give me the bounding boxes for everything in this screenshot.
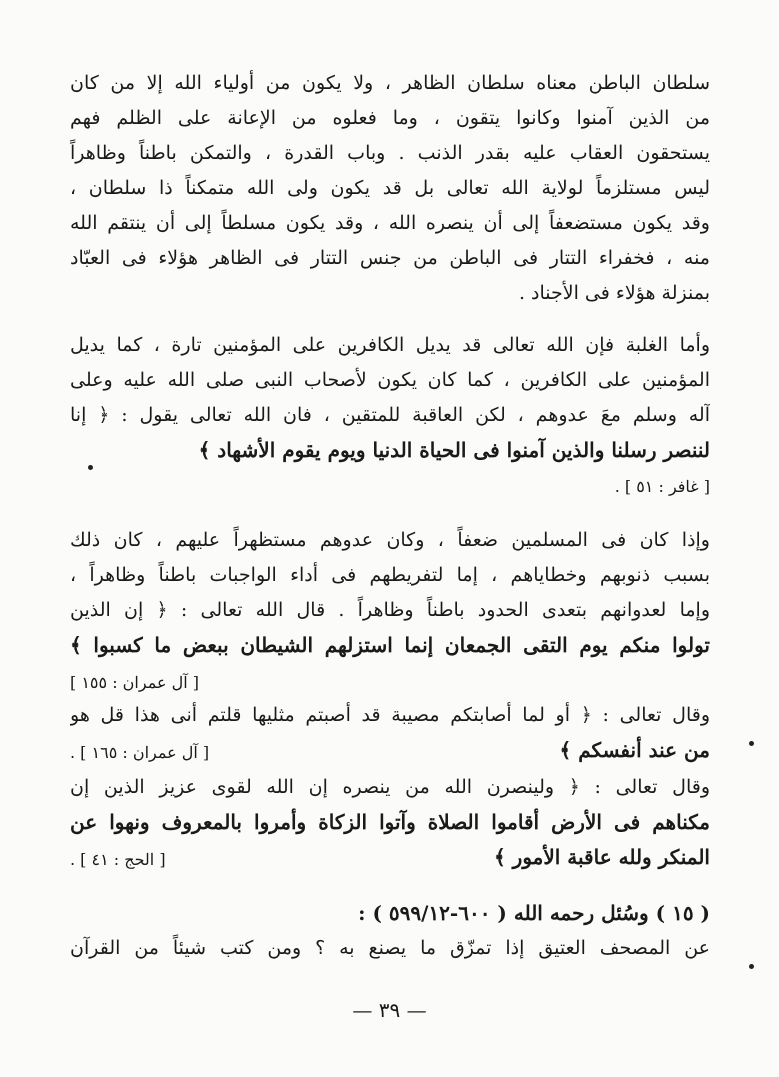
text-line: منه ، فخفراء التتار فى الباطن من جنس التتار فى الظاهر هؤلاء فى العبّاد bbox=[70, 247, 710, 269]
text-line: آله وسلم معَ عدوهم ، لكن العاقبة للمتقين ، فان الله تعالى يقول : ﴿ إنا bbox=[70, 404, 710, 426]
text-line: وأما الغلبة فإن الله تعالى قد يديل الكافرين على المؤمنين تارة ، كما يديل bbox=[70, 334, 710, 356]
text-line: بسبب ذنوبهم وخطاياهم ، إما لتفريطهم فى أداء الواجبات باطناً وظاهراً ، bbox=[70, 564, 710, 586]
text-line: المؤمنين على الكافرين ، كما كان يكون لأصحاب النبى صلى الله عليه وعلى bbox=[70, 369, 710, 391]
question-heading: ( ١٥ ) وسُئل رحمه الله ( ٦٠٠-٥٩٩/١٢ ) : bbox=[358, 901, 710, 925]
quran-verse-line: من عند أنفسكم ﴾ bbox=[559, 738, 710, 762]
verse-citation: [ غافر : ٥١ ] . bbox=[614, 477, 710, 496]
verse-citation: [ آل عمران : ١٦٥ ] . bbox=[70, 743, 210, 762]
text-line: بمنزلة هؤلاء فى الأجناد . bbox=[518, 282, 710, 304]
text-line: يستحقون العقاب عليه بقدر الذنب . وباب القدرة ، والتمكن باطناً وظاهراً bbox=[70, 142, 710, 164]
text-line: من الذين آمنوا وكانوا يتقون ، وما فعلوه من الإعانة على الظلم فهم bbox=[70, 107, 710, 129]
text-line: سلطان الباطن معناه سلطان الظاهر ، ولا يكون من أولياء الله إلا من كان bbox=[70, 72, 710, 94]
quran-verse-line: مكناهم فى الأرض أقاموا الصلاة وآتوا الزكاة وأمروا بالمعروف ونهوا عن bbox=[70, 810, 710, 834]
quran-verse-line: تولوا منكم يوم التقى الجمعان إنما استزلهم الشيطان ببعض ما كسبوا ﴾ bbox=[70, 633, 710, 657]
verse-citation: [ الحج : ٤١ ] . bbox=[70, 850, 166, 869]
page-number: — ٣٩ — bbox=[352, 998, 427, 1022]
text-line: وقد يكون مستضعفاً إلى أن ينصره الله ، وقد يكون مسلطاً إلى أن ينتقم الله bbox=[70, 212, 710, 234]
margin-dot bbox=[749, 964, 754, 969]
text-line: وقال تعالى : ﴿ أو لما أصابتكم مصيبة قد أصبتم مثليها قلتم أنى هذا قل هو bbox=[70, 704, 710, 726]
text-line: عن المصحف العتيق إذا تمزّق ما يصنع به ؟ ومن كتب شيئاً من القرآن bbox=[70, 937, 710, 959]
quran-verse-line: لننصر رسلنا والذين آمنوا فى الحياة الدنيا ويوم يقوم الأشهاد ﴾ bbox=[198, 438, 710, 462]
text-line: وإما لعدوانهم بتعدى الحدود باطناً وظاهراً . قال الله تعالى : ﴿ إن الذين bbox=[70, 599, 710, 621]
quran-verse-line: المنكر ولله عاقبة الأمور ﴾ bbox=[493, 845, 710, 869]
margin-dot bbox=[749, 741, 754, 746]
text-line: ليس مستلزماً لولاية الله تعالى بل قد يكون ولى الله متمكناً ذا سلطان ، bbox=[70, 177, 710, 199]
verse-citation: [ آل عمران : ١٥٥ ] bbox=[70, 673, 199, 692]
margin-dot bbox=[88, 465, 93, 470]
text-line: وقال تعالى : ﴿ ولينصرن الله من ينصره إن الله لقوى عزيز الذين إن bbox=[70, 776, 710, 798]
text-line: وإذا كان فى المسلمين ضعفاً ، وكان عدوهم مستظهراً عليهم ، كان ذلك bbox=[70, 529, 710, 551]
